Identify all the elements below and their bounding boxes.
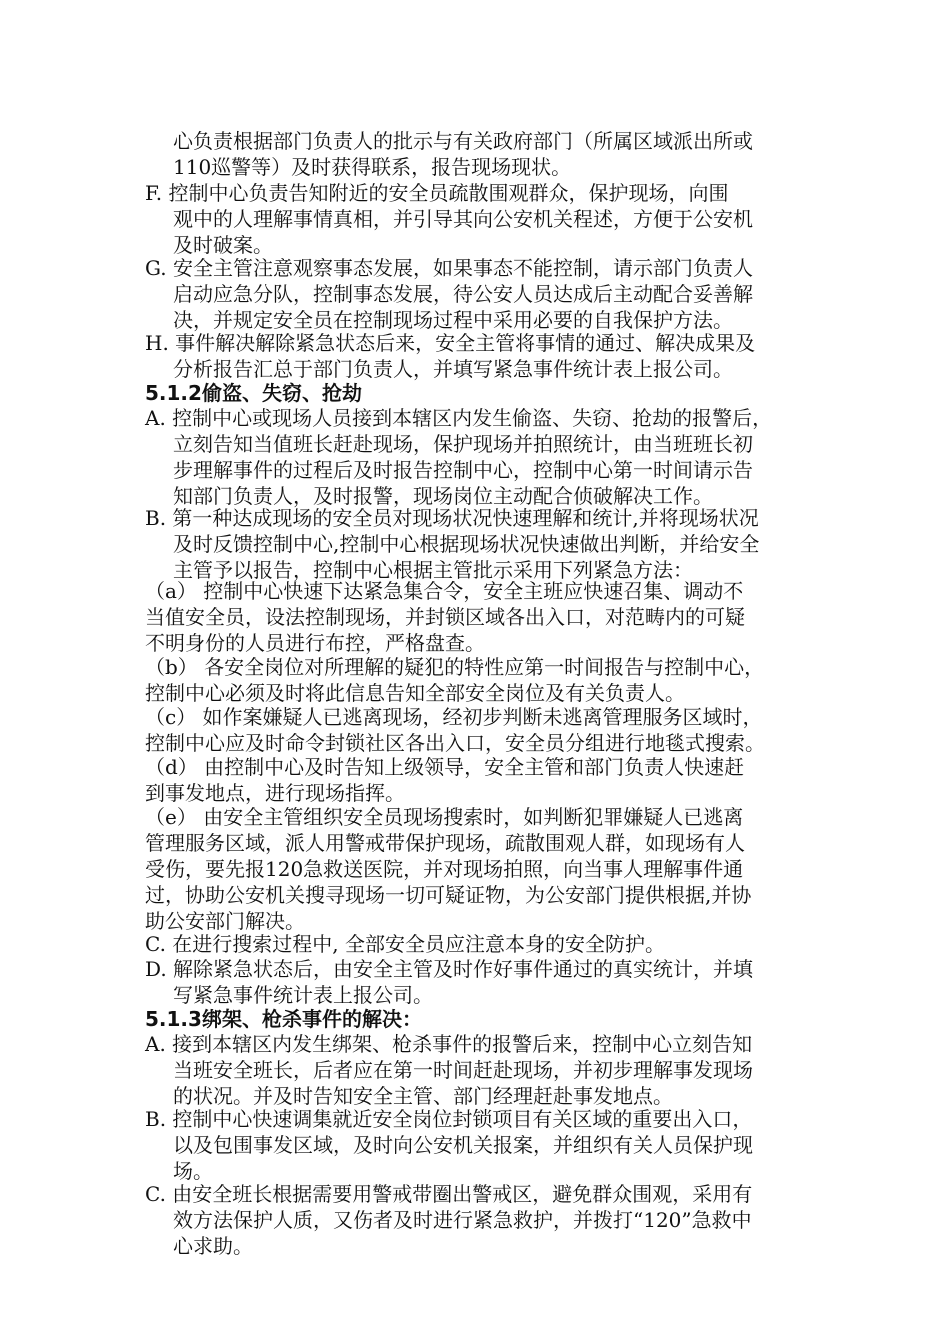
text-line: 控制中心应及时命令封锁社区各出入口，安全员分组进行地毯式搜索。 (145, 731, 765, 755)
text-line: 110巡警等）及时获得联系，报告现场现状。 (173, 155, 572, 179)
text-line: 到事发地点，进行现场指挥。 (145, 781, 405, 805)
paragraph (145, 1106, 845, 1184)
text-line: 启动应急分队，控制事态发展，待公安人员达成后主动配合妥善解 (173, 282, 753, 306)
paragraph (145, 330, 845, 382)
text-line: 写紧急事件统计表上报公司。 (173, 983, 433, 1007)
text-line: 助公安部门解决。 (145, 909, 305, 933)
paragraph (145, 956, 845, 1008)
paragraph (145, 578, 845, 656)
text-line: （e） 由安全主管组织安全员现场搜索时，如判断犯罪嫌疑人已逃离 (145, 805, 744, 829)
text-line: D. 解除紧急状态后，由安全主管及时作好事件通过的真实统计，并填 (145, 957, 754, 981)
text-line: 的状况。并及时告知安全主管、部门经理赶赴事发地点。 (173, 1084, 673, 1108)
text-line: 观中的人理解事情真相，并引导其向公安机关程述，方便于公安机 (173, 207, 753, 231)
text-line: 主管予以报告，控制中心根据主管批示采用下列紧急方法： (173, 558, 693, 582)
text-line: 及时破案。 (173, 233, 273, 257)
paragraph (145, 931, 845, 957)
text-line: 管理服务区域，派人用警戒带保护现场，疏散围观人群，如现场有人 (145, 831, 745, 855)
text-line: 控制中心必须及时将此信息告知全部安全岗位及有关负责人。 (145, 681, 685, 705)
text-line: 过，协助公安机关搜寻现场一切可疑证物，为公安部门提供根据,并协 (145, 883, 752, 907)
text-line: 场。 (173, 1159, 213, 1183)
text-line: 立刻告知当值班长赶赴现场，保护现场并拍照统计，由当班班长初 (173, 432, 753, 456)
text-line: 心求助。 (173, 1234, 253, 1258)
text-line: 5.1.3绑架、枪杀事件的解决： (145, 1007, 422, 1031)
paragraph (145, 405, 845, 509)
paragraph (145, 255, 845, 333)
text-line: 效方法保护人质，又伤者及时进行紧急救护，并拨打“120”急救中 (173, 1208, 752, 1232)
text-line: （c） 如作案嫌疑人已逃离现场，经初步判断未逃离管理服务区域时， (145, 705, 763, 729)
text-line: 5.1.2偷盗、失窃、抢劫 (145, 381, 362, 405)
text-line: 决，并规定安全员在控制现场过程中采用必要的自我保护方法。 (173, 308, 733, 332)
section-heading (145, 380, 845, 406)
paragraph (145, 754, 845, 806)
text-line: （d） 由控制中心及时告知上级领导，安全主管和部门负责人快速赶 (145, 755, 745, 779)
text-line: F. 控制中心负责告知附近的安全员疏散围观群众，保护现场，向围 (145, 181, 729, 205)
text-line: C. 由安全班长根据需要用警戒带圈出警戒区，避免群众围观，采用有 (145, 1182, 753, 1206)
text-line: （b） 各安全岗位对所理解的疑犯的特性应第一时间报告与控制中心， (145, 655, 765, 679)
paragraph (145, 180, 845, 258)
text-line: 以及包围事发区域，及时向公安机关报案，并组织有关人员保护现 (173, 1133, 753, 1157)
text-line: （a） 控制中心快速下达紧急集合令，安全主班应快速召集、调动不 (145, 579, 744, 603)
paragraph (145, 128, 845, 180)
text-line: 心负责根据部门负责人的批示与有关政府部门（所属区域派出所或 (173, 129, 753, 153)
text-line: A. 控制中心或现场人员接到本辖区内发生偷盗、失窃、抢劫的报警后， (145, 406, 773, 430)
text-line: 当班安全班长，后者应在第一时间赶赴现场，并初步理解事发现场 (173, 1058, 753, 1082)
text-line: B. 第一种达成现场的安全员对现场状况快速理解和统计,并将现场状况 (145, 506, 759, 530)
paragraph (145, 1031, 845, 1109)
paragraph (145, 505, 845, 583)
text-line: 步理解事件的过程后及时报告控制中心，控制中心第一时间请示告 (173, 458, 753, 482)
text-line: B. 控制中心快速调集就近安全岗位封锁项目有关区域的重要出入口， (145, 1107, 753, 1131)
text-line: C. 在进行搜索过程中, 全部安全员应注意本身的安全防护。 (145, 932, 666, 956)
paragraph (145, 704, 845, 756)
paragraph (145, 1181, 845, 1259)
text-line: 及时反馈控制中心,控制中心根据现场状况快速做出判断，并给安全 (173, 532, 760, 556)
paragraph (145, 804, 845, 934)
section-heading (145, 1006, 845, 1032)
paragraph (145, 654, 845, 706)
text-line: H. 事件解决解除紧急状态后来，安全主管将事情的通过、解决成果及 (145, 331, 756, 355)
text-line: 当值安全员，设法控制现场，并封锁区域各出入口，对范畴内的可疑 (145, 605, 745, 629)
text-line: 不明身份的人员进行布控，严格盘查。 (145, 631, 485, 655)
text-line: G. 安全主管注意观察事态发展，如果事态不能控制，请示部门负责人 (145, 256, 753, 280)
text-line: 受伤，要先报120急救送医院，并对现场拍照，向当事人理解事件通 (145, 857, 744, 881)
text-line: A. 接到本辖区内发生绑架、枪杀事件的报警后来，控制中心立刻告知 (145, 1032, 753, 1056)
text-line: 分析报告汇总于部门负责人，并填写紧急事件统计表上报公司。 (173, 357, 733, 381)
text-line: 知部门负责人，及时报警，现场岗位主动配合侦破解决工作。 (173, 484, 713, 508)
